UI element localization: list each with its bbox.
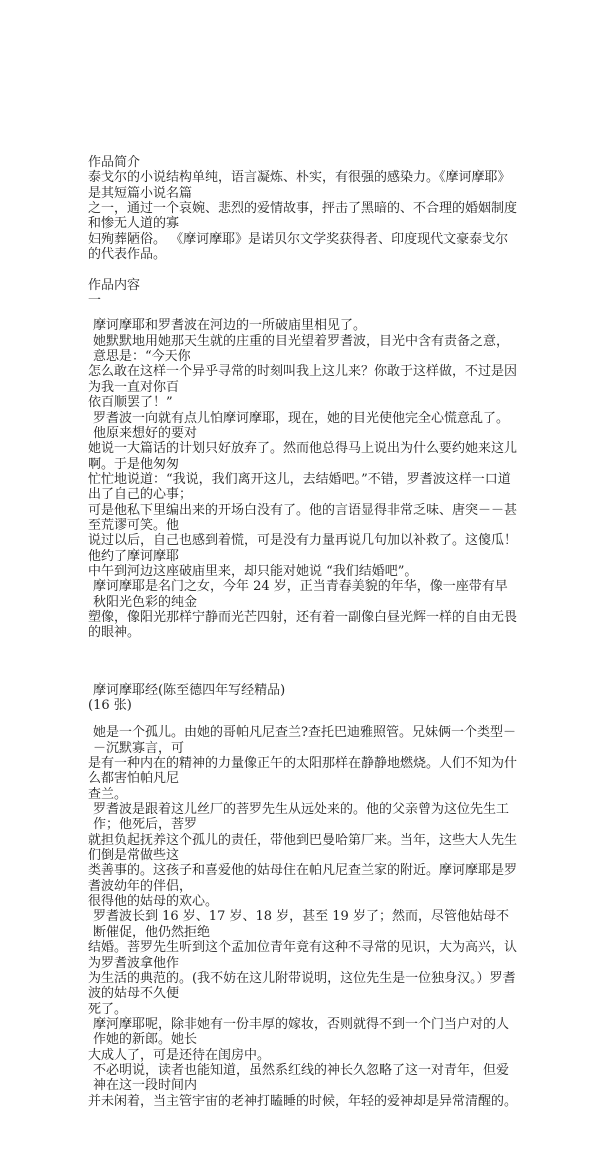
paragraph-line: 罗耆波是跟着这儿丝厂的菩罗先生从远处来的。他的父亲曾为这位先生工作；他死后，菩罗 xyxy=(93,802,510,833)
paragraph-line: 结婚。菩罗先生听到这个孟加位青年竟有这种不寻常的见识，大为高兴，认为罗耆波拿他作 xyxy=(88,940,518,971)
paragraph-line: 罗耆波长到 16 岁、17 岁、18 岁，甚至 19 岁了；然而，尽管他姑母不断催促，他仍然拒绝 xyxy=(93,909,509,940)
paragraph-line: 怎么敢在这样一个异乎寻常的时刻叫我上这儿来？你敢于这样做，不过是因为我一直对你百 xyxy=(88,364,518,395)
paragraph-line: 中午到河边这座破庙里来，却只能对她说 “我们结婚吧”。 xyxy=(88,563,418,579)
paragraph-line: 为生活的典范的。(我不妨在这儿附带说明，这位先生是一位独身汉。）罗耆波的姑母不久便 xyxy=(88,970,516,1002)
paragraph-line: 她是一个孤儿。由她的哥帕凡尼查兰?查托巴迪雅照管。兄妹俩一个类型－－沉默寡言，可 xyxy=(93,725,516,756)
paragraph-line: 她默默地用她那天生就的庄重的目光望着罗耆波，目光中含有责备之意，意思是：“今天你 xyxy=(93,333,510,365)
intro-line: 妇殉葬陋俗。 《摩诃摩耶》是诺贝尔文学奖获得者、印度现代文豪泰戈尔的代表作品。 xyxy=(88,231,509,263)
story-section xyxy=(88,725,520,1109)
paragraph-line: 她说一大篇话的计划只好放弃了。然而他总得马上说出为什么要约她来这儿啊。于是他匆匆 xyxy=(88,441,518,472)
caption-title: 摩诃摩耶经(陈至德四年写经精品) xyxy=(93,682,286,698)
chapter-number: 一 xyxy=(88,293,102,309)
intro-line: 之一，通过一个哀婉、悲烈的爱情故事，抨击了黑暗的、不合理的婚姻制度和惨无人道的寡 xyxy=(88,201,518,232)
spacer xyxy=(88,262,520,277)
paragraph-line: 查兰。 xyxy=(88,786,128,802)
paragraph-line: 类善事的。这孩子和喜爱他的姑母住在帕凡尼查兰家的附近。摩诃摩耶是罗耆波幼年的伴侣， xyxy=(88,863,518,894)
paragraph-line: 罗耆波一向就有点儿怕摩诃摩耶，现在，她的目光使他完全心慌意乱了。他原来想好的要对 xyxy=(93,410,510,441)
paragraph-line: 忙忙地说道：“我说，我们离开这儿，去结婚吧。”不错，罗耆波这样一口道出了自己的心事； xyxy=(88,471,511,503)
paragraph-line: 很得他的姑母的欢心。 xyxy=(88,894,219,910)
content-section xyxy=(88,318,520,640)
paragraph-line: 可是他私下里编出来的开场白没有了。他的言语显得非常乏味、唐突－－甚至荒谬可笑。他 xyxy=(88,502,518,533)
image-caption xyxy=(88,683,520,714)
intro-line: 泰戈尔的小说结构单纯，语言凝炼、朴实，有很强的感染力。《摩诃摩耶》是其短篇小说名篇 xyxy=(88,170,511,201)
paragraph-line: 就担负起抚养这个孤儿的责任，带他到巴曼哈第厂来。当年，这些大人先生们倒是常做些这 xyxy=(88,832,518,864)
caption-count: (16 张) xyxy=(88,698,132,713)
paragraph-line: 摩诃摩耶和罗耆波在河边的一所破庙里相见了。 xyxy=(93,318,367,334)
paragraph-line: 摩河摩耶呢，除非她有一份丰厚的嫁妆，否则就得不到一个门当户对的人作她的新郎。她长 xyxy=(93,1016,510,1048)
paragraph-line: 说过以后，自己也感到着慌，可是没有力量再说几句加以补救了。这傻瓜！他约了摩诃摩耶 xyxy=(88,533,518,564)
paragraph-line: 不必明说，读者也能知道，虽然系红线的神长久忽略了这一对青年，但爱神在这一段时间内 xyxy=(93,1062,510,1094)
paragraph-line: 是有一种内在的精神的力量像正午的太阳那样在静静地燃烧。人们不知为什么都害怕帕凡尼 xyxy=(88,756,518,787)
paragraph-line: 大成人了，可是还待在闺房中。 xyxy=(88,1047,271,1063)
paragraph-line: 塑像，像阳光那样宁静而光芒四射，还有着一副像白昼光辉一样的自由无畏的眼神。 xyxy=(88,609,518,641)
intro-section xyxy=(88,155,520,308)
paragraph-line: 并未闲着，当主管宇宙的老神打瞌睡的时候，年轻的爱神却是异常清醒的。 xyxy=(88,1093,518,1109)
intro-heading: 作品简介 xyxy=(88,155,141,170)
paragraph-line: 依百顺罢了！” xyxy=(88,395,173,411)
paragraph-line: 摩诃摩耶是名门之女，今年 24 岁，正当青春美貌的年华，像一座带有早秋阳光色彩的纯金 xyxy=(93,579,508,610)
paragraph-line: 死了。 xyxy=(88,1001,128,1017)
content-heading: 作品内容 xyxy=(88,277,141,293)
